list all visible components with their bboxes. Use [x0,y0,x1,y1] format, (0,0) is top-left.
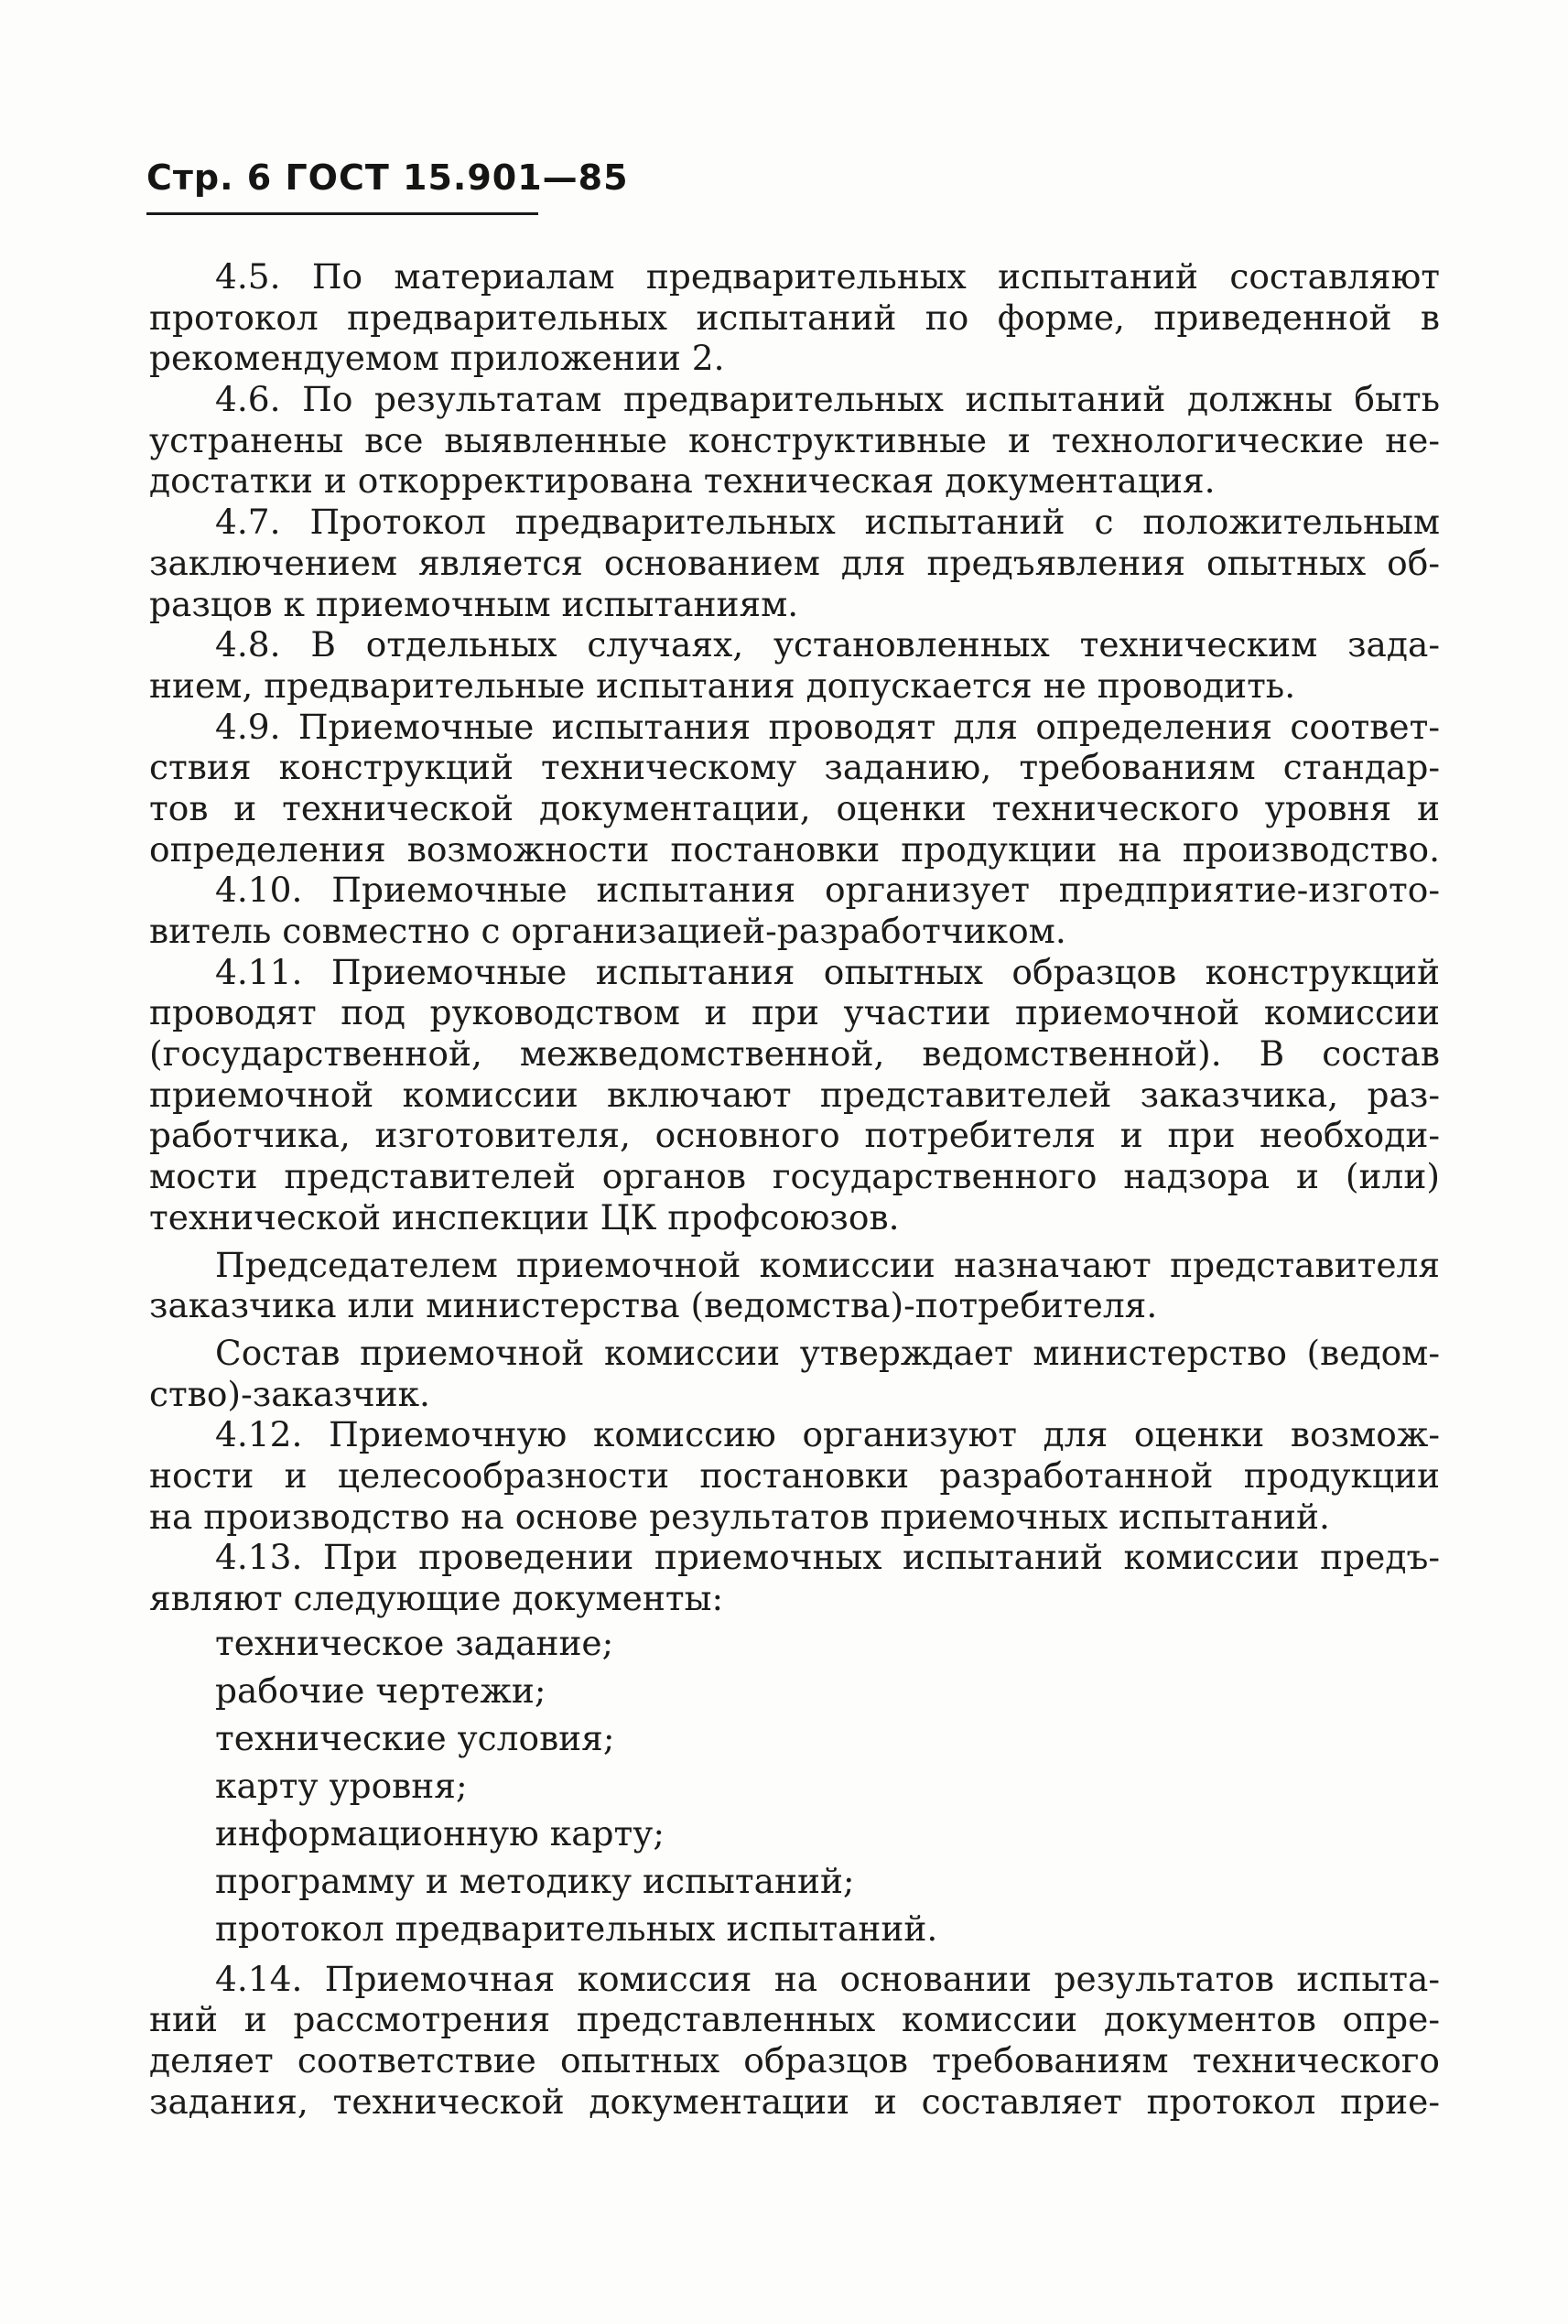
text-line: 4.5. По материалам предварительных испытаний составляют [215,256,1440,297]
text-line: (государственной, межведомственной, ведомственной). В состав [149,1033,1440,1075]
text-line: тов и технической документации, оценки технического уровня и [149,787,1440,828]
header-rule [146,212,538,215]
text-line: 4.7. Протокол предварительных испытаний с положительным [215,502,1440,543]
text-line: ство)-заказчик. [149,1373,430,1414]
list-item: информационную карту; [215,1812,665,1854]
page-header: Стр. 6 ГОСТ 15.901—85 [146,157,629,198]
list-item: рабочие чертежи; [215,1670,546,1711]
text-line: 4.9. Приемочные испытания проводят для определения соответ- [215,706,1440,747]
text-line: определения возможности постановки продукции на производство. [149,828,1440,870]
text-line: 4.14. Приемочная комиссия на основании результатов испыта- [215,1958,1440,1999]
list-item: программу и методику испытаний; [215,1860,855,1901]
text-line: на производство на основе результатов приемочных испытаний. [149,1496,1330,1537]
text-line: 4.11. Приемочные испытания опытных образцов конструкций [215,951,1440,992]
text-line: задания, технической документации и составляет протокол прие- [149,2081,1440,2122]
text-line: витель совместно с организацией-разработчиком. [149,911,1066,951]
text-line: разцов к приемочным испытаниям. [149,583,799,624]
list-item: протокол предварительных испытаний. [215,1908,938,1949]
list-item: карту уровня; [215,1765,468,1806]
list-item: технические условия; [215,1717,615,1758]
text-line: ний и рассмотрения представленных комиссии документов опре- [149,1999,1440,2040]
text-line: 4.12. Приемочную комиссию организуют для оценки возмож- [215,1414,1440,1455]
text-line: ствия конструкций техническому заданию, требованиям стандар- [149,747,1440,788]
text-line: нием, предварительные испытания допускается не проводить. [149,665,1296,706]
text-line: 4.10. Приемочные испытания организует предприятие-изгото- [215,870,1440,911]
text-line: проводят под руководством и при участии приемочной комиссии [149,992,1440,1033]
text-line: мости представителей органов государственного надзора и (или) [149,1156,1440,1197]
text-line: 4.13. При проведении приемочных испытаний комиссии предъ- [215,1537,1440,1578]
text-line: являют следующие документы: [149,1578,724,1618]
text-line: работчика, изготовителя, основного потребителя и при необходи- [149,1115,1440,1156]
text-line: заказчика или министерства (ведомства)-потребителя. [149,1285,1158,1326]
text-line: деляет соответствие опытных образцов требованиям технического [149,2040,1440,2081]
text-line: 4.8. В отдельных случаях, установленных техническим зада- [215,624,1440,665]
text-line: ности и целесообразности постановки разработанной продукции [149,1454,1440,1496]
text-line: протокол предварительных испытаний по форме, приведенной в [149,297,1440,338]
text-line: рекомендуемом приложении 2. [149,338,725,379]
text-line: достатки и откорректирована техническая документация. [149,460,1216,502]
text-line: устранены все выявленные конструктивные и технологические не- [149,419,1440,460]
text-line: приемочной комиссии включают представителей заказчика, раз- [149,1074,1440,1115]
text-line: Состав приемочной комиссии утверждает министерство (ведом- [215,1332,1440,1373]
document-body [149,256,1440,2122]
text-line: Председателем приемочной комиссии назначают представителя [215,1244,1440,1285]
text-line: технической инспекции ЦК профсоюзов. [149,1196,900,1238]
text-line: заключением является основанием для предъявления опытных об- [149,542,1440,583]
text-line: 4.6. По результатам предварительных испытаний должны быть [215,379,1440,420]
list-item: техническое задание; [215,1622,614,1663]
